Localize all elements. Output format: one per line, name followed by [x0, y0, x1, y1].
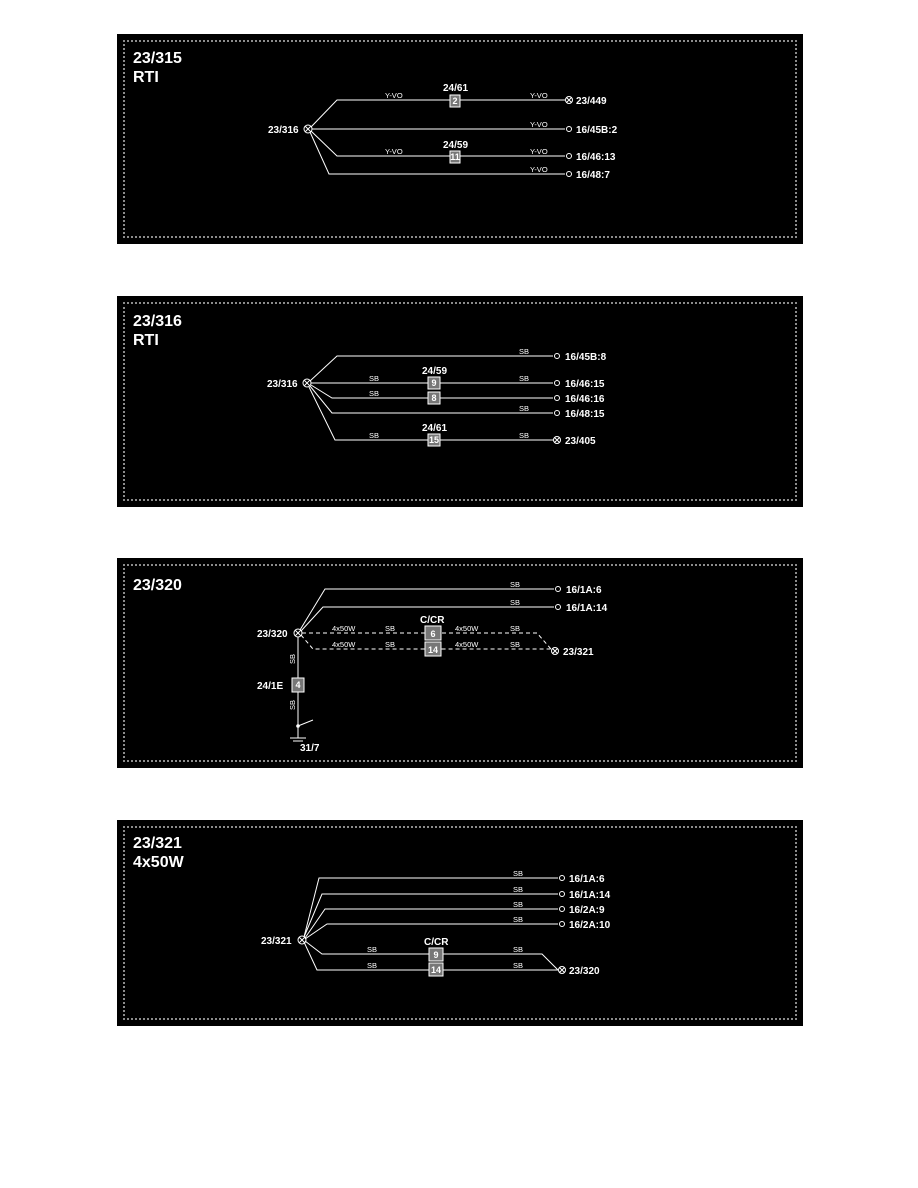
endpoint-label: 16/48:15	[565, 409, 605, 420]
endpoint-label: 23/405	[565, 436, 596, 447]
connector-pin: 2	[452, 96, 458, 106]
endpoint-label: 16/46:13	[576, 152, 616, 163]
terminal-icon	[560, 922, 565, 927]
variant-label: 4x50W	[332, 640, 356, 649]
connector-label: 24/59	[422, 366, 448, 377]
wire-color: Y-VO	[530, 120, 548, 129]
wire-color: SB	[367, 961, 378, 970]
connector-pin: 14	[427, 645, 439, 655]
wire-color: SB	[510, 598, 521, 607]
panel-title: 23/321	[133, 835, 182, 852]
wire-color: SB	[510, 640, 521, 649]
terminal-icon	[560, 907, 565, 912]
splice-label: 23/316	[267, 379, 298, 390]
wire-color: Y-VO	[385, 91, 403, 100]
wire-color: SB	[513, 900, 524, 909]
connector-pin: 9	[431, 378, 437, 388]
connector-pin: 8	[431, 393, 437, 403]
wire-color: Y-VO	[385, 147, 403, 156]
wire-color: SB	[385, 640, 396, 649]
connector-label: 24/1E	[257, 681, 284, 692]
terminal-icon	[556, 605, 561, 610]
endpoint-label: 23/449	[576, 96, 607, 107]
connector-label: C/CR	[424, 937, 449, 948]
panel-title: 23/315	[133, 50, 182, 67]
endpoint-label: 16/48:7	[576, 170, 610, 181]
diagram-panel-23-321	[117, 820, 803, 1026]
wire-color: SB	[369, 389, 380, 398]
diagram-panel-23-315	[117, 34, 803, 244]
terminal-icon	[560, 892, 565, 897]
wire-color: Y-VO	[530, 147, 548, 156]
wire-color: SB	[513, 885, 524, 894]
diagram-panel-23-320	[117, 558, 803, 768]
endpoint-label: 16/1A:6	[566, 585, 602, 596]
ground-wire-lower	[298, 692, 313, 726]
wire-16-48-7	[310, 132, 565, 174]
ground-icon	[290, 726, 306, 741]
wire-color: SB	[288, 653, 297, 664]
terminal-icon	[567, 127, 572, 132]
terminal-icon	[556, 587, 561, 592]
wire-color: SB	[519, 374, 530, 383]
terminal-icon	[567, 172, 572, 177]
variant-label: 4x50W	[332, 624, 356, 633]
terminal-icon	[555, 381, 560, 386]
panel-subtitle: 4x50W	[133, 854, 184, 871]
wire-color: SB	[369, 374, 380, 383]
wire-color: SB	[513, 945, 524, 954]
endpoint-label: 16/46:15	[565, 379, 605, 390]
terminal-icon	[555, 354, 560, 359]
wire-23-449	[311, 100, 565, 127]
wire-color: SB	[510, 580, 521, 589]
connector-label: 24/59	[443, 140, 469, 151]
connector-pin: 6	[430, 629, 436, 639]
panel-subtitle: RTI	[133, 69, 159, 86]
connector-label: 24/61	[422, 423, 448, 434]
wire-16-46-13	[311, 131, 565, 156]
wiring-diagram	[117, 34, 803, 244]
panel-title: 23/316	[133, 313, 182, 330]
wire-color: Y-VO	[530, 91, 548, 100]
terminal-icon	[560, 876, 565, 881]
variant-label: 4x50W	[455, 640, 479, 649]
endpoint-label: 16/1A:14	[569, 890, 611, 901]
terminal-icon	[555, 396, 560, 401]
endpoint-label: 16/45B:2	[576, 125, 618, 136]
terminal-icon	[567, 154, 572, 159]
wire-color: SB	[288, 699, 297, 710]
wire-color: SB	[510, 624, 521, 633]
wire-color: Y-VO	[530, 165, 548, 174]
endpoint-label: 16/45B:8	[565, 352, 607, 363]
splice-label: 23/321	[261, 936, 292, 947]
wiring-diagram	[117, 296, 803, 507]
endpoint-label: 16/2A:9	[569, 905, 605, 916]
wire-color: SB	[369, 431, 380, 440]
wire-color: SB	[513, 869, 524, 878]
connector-pin: 15	[428, 435, 440, 445]
wiring-diagram	[117, 820, 803, 1026]
wire-color: SB	[513, 961, 524, 970]
wire-color: SB	[367, 945, 378, 954]
wire-color: SB	[513, 915, 524, 924]
panel-title: 23/320	[133, 577, 182, 594]
endpoint-label: 23/321	[563, 647, 594, 658]
connector-pin: 4	[295, 680, 301, 690]
panel-subtitle: RTI	[133, 332, 159, 349]
wire-color: SB	[519, 431, 530, 440]
connector-pin: 14	[430, 965, 442, 975]
splice-label: 23/320	[257, 629, 288, 640]
wiring-diagram	[117, 558, 803, 768]
diagram-panel-23-316	[117, 296, 803, 507]
ground-label: 31/7	[300, 743, 320, 754]
endpoint-label: 23/320	[569, 966, 600, 977]
terminal-icon	[555, 411, 560, 416]
connector-label: 24/61	[443, 83, 469, 94]
connector-pin: 11	[450, 152, 460, 162]
endpoint-label: 16/1A:14	[566, 603, 608, 614]
wire-color: SB	[385, 624, 396, 633]
wire-color: SB	[519, 347, 530, 356]
connector-pin: 9	[433, 950, 439, 960]
endpoint-label: 16/2A:10	[569, 920, 611, 931]
variant-label: 4x50W	[455, 624, 479, 633]
wire-color: SB	[519, 404, 530, 413]
endpoint-label: 16/46:16	[565, 394, 605, 405]
splice-label: 23/316	[268, 125, 299, 136]
connector-label: C/CR	[420, 615, 445, 626]
endpoint-label: 16/1A:6	[569, 874, 605, 885]
